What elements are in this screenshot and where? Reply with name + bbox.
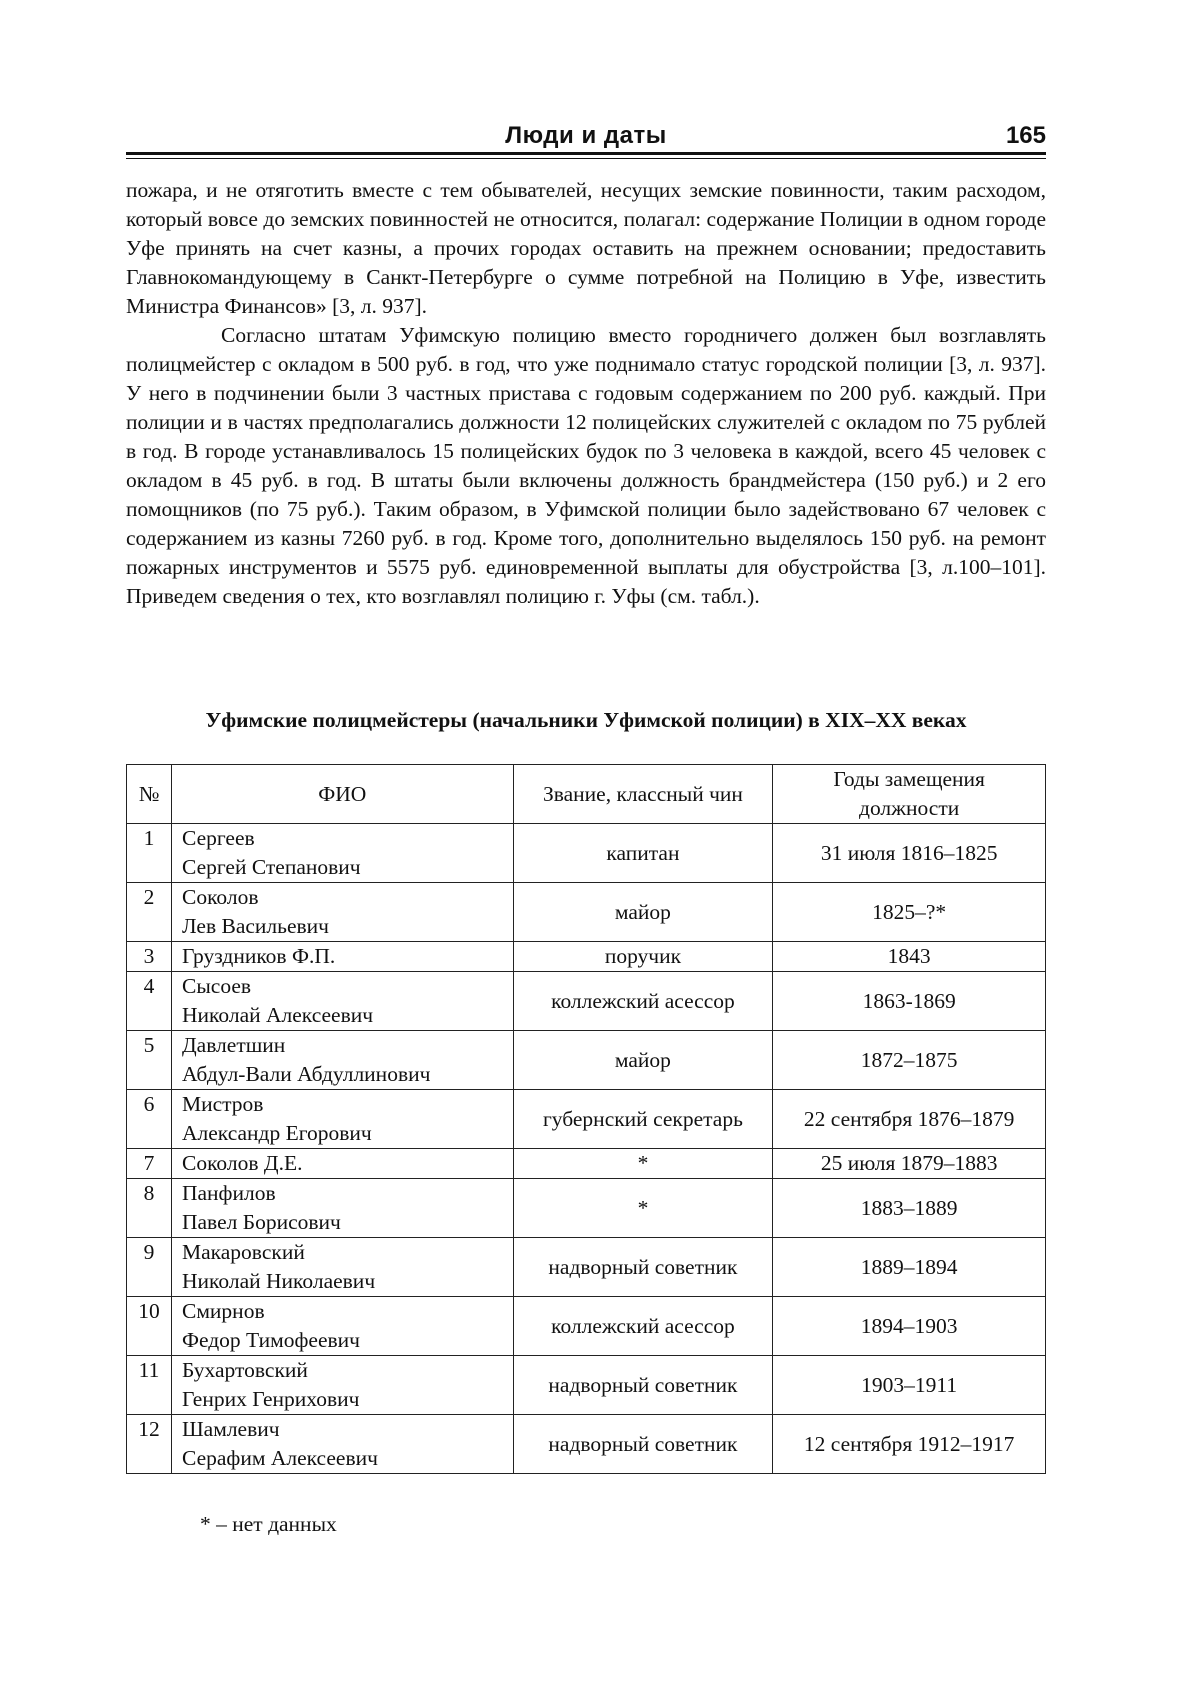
given-names: Федор Тимофеевич: [181, 1328, 360, 1352]
table-row: [127, 1149, 1046, 1179]
cell-rank: майор: [513, 1031, 773, 1090]
cell-rank: майор: [513, 883, 773, 942]
cell-rank: капитан: [513, 824, 773, 883]
table-row: [127, 1179, 1046, 1238]
cell-num: 1: [127, 824, 172, 883]
cell-num: 8: [127, 1179, 172, 1238]
table-row: [127, 883, 1046, 942]
surname: Сысоев: [181, 974, 252, 998]
header-rank: Звание, классный чин: [513, 765, 773, 824]
cell-fio: [171, 942, 513, 972]
surname: Соколов: [181, 885, 259, 909]
cell-num: 7: [127, 1149, 172, 1179]
given-names: Павел Борисович: [181, 1210, 341, 1234]
cell-years: 1825–?*: [773, 883, 1046, 942]
cell-years: 1883–1889: [773, 1179, 1046, 1238]
given-names: Лев Васильевич: [181, 914, 329, 938]
given-names: Генрих Генрихович: [181, 1387, 360, 1411]
cell-rank: *: [513, 1179, 773, 1238]
cell-years: 12 сентября 1912–1917: [773, 1415, 1046, 1474]
given-names: Серафим Алексеевич: [181, 1446, 378, 1470]
paragraph-1: пожара, и не отяготить вместе с тем обывателей, несущих земские повинности, таким расходом, который вовсе до земских повинностей не относится, полагал: содержание Полиции в одном городе Уфе принять на счет казны, а прочих городах оставить на прежнем основании; предоставить Главнокомандующему в Санкт-Петербурге о сумме потребной на Полицию в Уфе, известить Министра Финансов» [3, л. 937].: [126, 178, 1046, 318]
given-names: Абдул-Вали Абдуллинович: [181, 1062, 431, 1086]
cell-rank: поручик: [513, 942, 773, 972]
cell-fio: [171, 1090, 513, 1149]
page-number: 165: [1005, 122, 1046, 149]
cell-rank: коллежский асессор: [513, 972, 773, 1031]
cell-rank: *: [513, 1149, 773, 1179]
given-names: Николай Николаевич: [181, 1269, 376, 1293]
table-caption: Уфимские полицмейстеры (начальники Уфимской полиции) в XIX–XX веках: [205, 708, 967, 732]
given-names: Николай Алексеевич: [181, 1003, 374, 1027]
table-row: [127, 1297, 1046, 1356]
running-header: [126, 122, 1046, 152]
table-row: [127, 1090, 1046, 1149]
cell-fio: [171, 1031, 513, 1090]
cell-num: 12: [127, 1415, 172, 1474]
cell-rank: надворный советник: [513, 1238, 773, 1297]
cell-rank: надворный советник: [513, 1415, 773, 1474]
table-body: [127, 824, 1046, 1474]
police-chiefs-table: [126, 764, 1046, 1474]
cell-fio: [171, 1149, 513, 1179]
surname: Смирнов: [181, 1299, 265, 1323]
section-title: Люди и даты: [505, 122, 667, 149]
surname: Бухартовский: [181, 1358, 308, 1382]
cell-years: 1843: [773, 942, 1046, 972]
cell-fio: [171, 1356, 513, 1415]
cell-fio: [171, 883, 513, 942]
cell-num: 11: [127, 1356, 172, 1415]
table-row: [127, 1356, 1046, 1415]
surname: Мистров: [181, 1092, 264, 1116]
cell-fio: [171, 972, 513, 1031]
cell-num: 6: [127, 1090, 172, 1149]
surname: Давлетшин: [181, 1033, 286, 1057]
cell-num: 9: [127, 1238, 172, 1297]
cell-years: 22 сентября 1876–1879: [773, 1090, 1046, 1149]
header-rule-thin: [126, 158, 1046, 159]
cell-rank: надворный советник: [513, 1356, 773, 1415]
cell-fio: [171, 1415, 513, 1474]
cell-years: 1889–1894: [773, 1238, 1046, 1297]
surname: Сергеев: [181, 826, 255, 850]
cell-num: 10: [127, 1297, 172, 1356]
cell-num: 4: [127, 972, 172, 1031]
surname: Панфилов: [181, 1181, 276, 1205]
cell-years: 1872–1875: [773, 1031, 1046, 1090]
table-row: [127, 972, 1046, 1031]
table-row: [127, 1031, 1046, 1090]
cell-num: 5: [127, 1031, 172, 1090]
cell-fio: [171, 1179, 513, 1238]
cell-fio: [171, 1297, 513, 1356]
cell-years: 1903–1911: [773, 1356, 1046, 1415]
surname: Макаровский: [181, 1240, 305, 1264]
table-header-row: [127, 765, 1046, 824]
paragraph-2: Согласно штатам Уфимскую полицию вместо городничего должен был возглавлять полицмейстер с окладом в 500 руб. в год, что уже поднимало статус городской полиции [3, л. 937]. У него в подчинении были 3 частных пристава с годовым содержанием по 200 руб. каждый. При полиции и в частях предполагались должности 12 полицейских служителей с окладом по 75 рублей в год. В городе устанавливалось 15 полицейских будок по 3 человека в каждой, всего 45 человек с окладом в 45 руб. в год. В штаты были включены должность брандмейстера (150 руб.) и 2 его помощников (по 75 руб.). Таким образом, в Уфимской полиции было задействовано 67 человек с содержанием из казны 7260 руб. в год. Кроме того, дополнительно выделялось 150 руб. на ремонт пожарных инструментов и 5575 руб. единовременной выплаты для обустройства [3, л.100–101]. Приведем сведения о тех, кто возглавлял полицию г. Уфы (см. табл.).: [126, 323, 1046, 608]
table-row: [127, 1238, 1046, 1297]
cell-years: 31 июля 1816–1825: [773, 824, 1046, 883]
cell-fio: [171, 1238, 513, 1297]
table-row: [127, 824, 1046, 883]
body-text: [126, 176, 1046, 611]
surname: Груздников Ф.П.: [181, 944, 336, 968]
cell-years: 1894–1903: [773, 1297, 1046, 1356]
given-names: Сергей Степанович: [181, 855, 361, 879]
header-fio: ФИО: [171, 765, 513, 824]
cell-num: 3: [127, 942, 172, 972]
cell-years: 1863-1869: [773, 972, 1046, 1031]
cell-rank: коллежский асессор: [513, 1297, 773, 1356]
table-row: [127, 1415, 1046, 1474]
cell-rank: губернский секретарь: [513, 1090, 773, 1149]
cell-num: 2: [127, 883, 172, 942]
cell-years: 25 июля 1879–1883: [773, 1149, 1046, 1179]
header-rule-thick: [126, 152, 1046, 155]
table-row: [127, 942, 1046, 972]
surname: Соколов Д.Е.: [181, 1151, 303, 1175]
footnote: * – нет данных: [200, 1512, 337, 1536]
header-num: №: [127, 765, 172, 824]
given-names: Александр Егорович: [181, 1121, 372, 1145]
header-years: Годы замещения должности: [773, 765, 1046, 824]
cell-fio: [171, 824, 513, 883]
surname: Шамлевич: [181, 1417, 280, 1441]
